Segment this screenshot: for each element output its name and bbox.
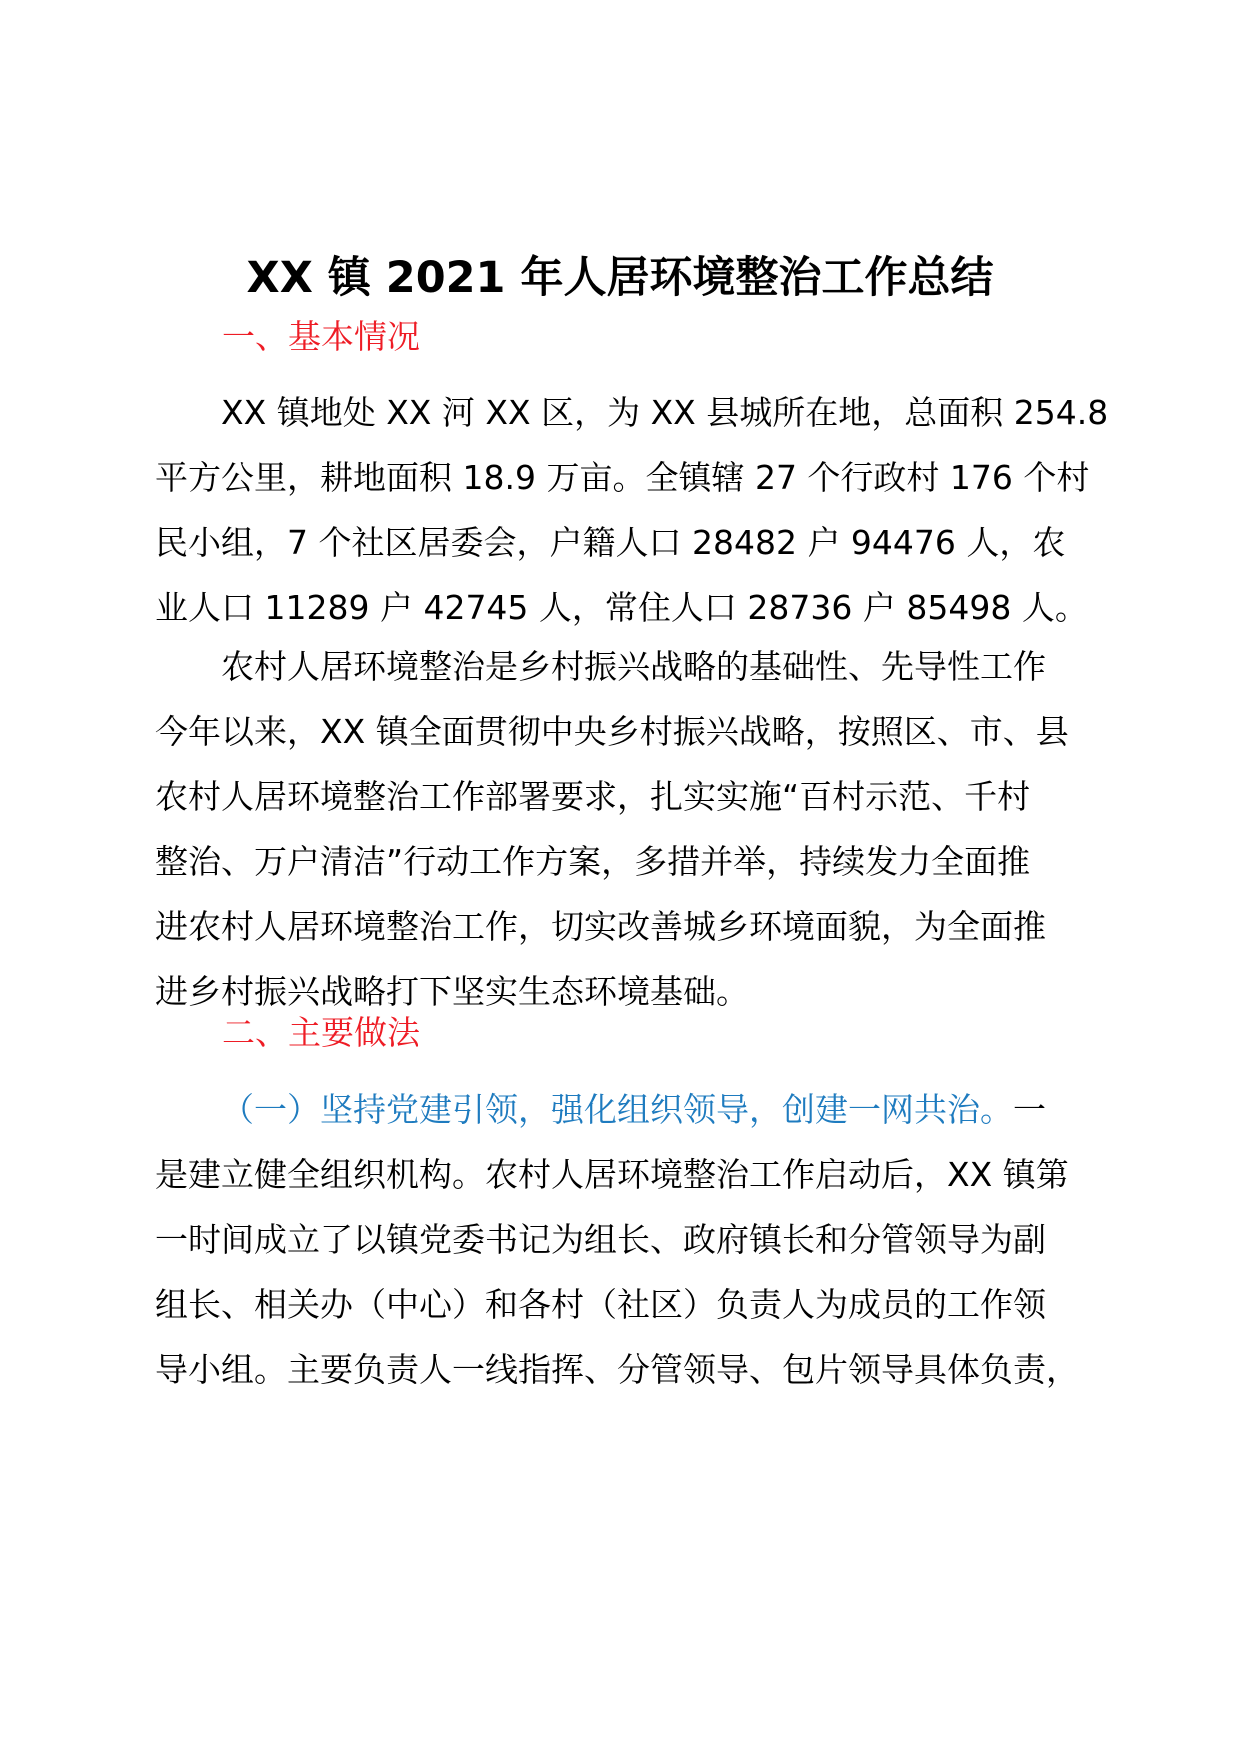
section-heading-main-practices: 二、主要做法	[222, 1013, 420, 1052]
paragraph-line: 业人口 11289 户 42745 人，常住人口 28736 户 85498 人。	[155, 588, 1088, 627]
paragraph-line: 农村人居环境整治是乡村振兴战略的基础性、先导性工作	[221, 647, 1046, 686]
paragraph-line: 平方公里，耕地面积 18.9 万亩。全镇辖 27 个行政村 176 个村	[155, 458, 1090, 497]
paragraph-line: 导小组。主要负责人一线指挥、分管领导、包片领导具体负责，	[155, 1350, 1079, 1389]
paragraph-line: 是建立健全组织机构。农村人居环境整治工作启动后，XX 镇第	[155, 1155, 1069, 1194]
paragraph-party-leadership	[155, 1077, 1095, 1402]
paragraph-line: 进农村人居环境整治工作，切实改善城乡环境面貌，为全面推	[155, 907, 1046, 946]
paragraph-line: 进乡村振兴战略打下坚实生态环境基础。	[155, 972, 749, 1011]
paragraph-line: 民小组，7 个社区居委会，户籍人口 28482 户 94476 人，农	[155, 523, 1066, 562]
paragraph-line: 整治、万户清洁”行动工作方案，多措并举，持续发力全面推	[155, 842, 1031, 881]
paragraph-line	[155, 1077, 1095, 1142]
paragraph-line: XX 镇地处 XX 河 XX 区，为 XX 县城所在地，总面积 254.8	[221, 393, 1109, 432]
paragraph-line: 组长、相关办（中心）和各村（社区）负责人为成员的工作领	[155, 1285, 1046, 1324]
paragraph-basic-facts	[155, 380, 1109, 640]
subheading-party-leadership: （一）坚持党建引领，强化组织领导，创建一网共治。	[221, 1090, 1013, 1129]
section-heading-basic-situation: 一、基本情况	[222, 317, 420, 356]
paragraph-overview	[155, 634, 1095, 1024]
paragraph-line: 今年以来，XX 镇全面贯彻中央乡村振兴战略，按照区、市、县	[155, 712, 1069, 751]
document-title: XX 镇 2021 年人居环境整治工作总结	[246, 253, 994, 303]
paragraph-line: 一时间成立了以镇党委书记为组长、政府镇长和分管领导为副	[155, 1220, 1046, 1259]
paragraph-line-rest: 一	[1013, 1090, 1046, 1129]
paragraph-line: 农村人居环境整治工作部署要求，扎实实施“百村示范、千村	[155, 777, 1031, 816]
